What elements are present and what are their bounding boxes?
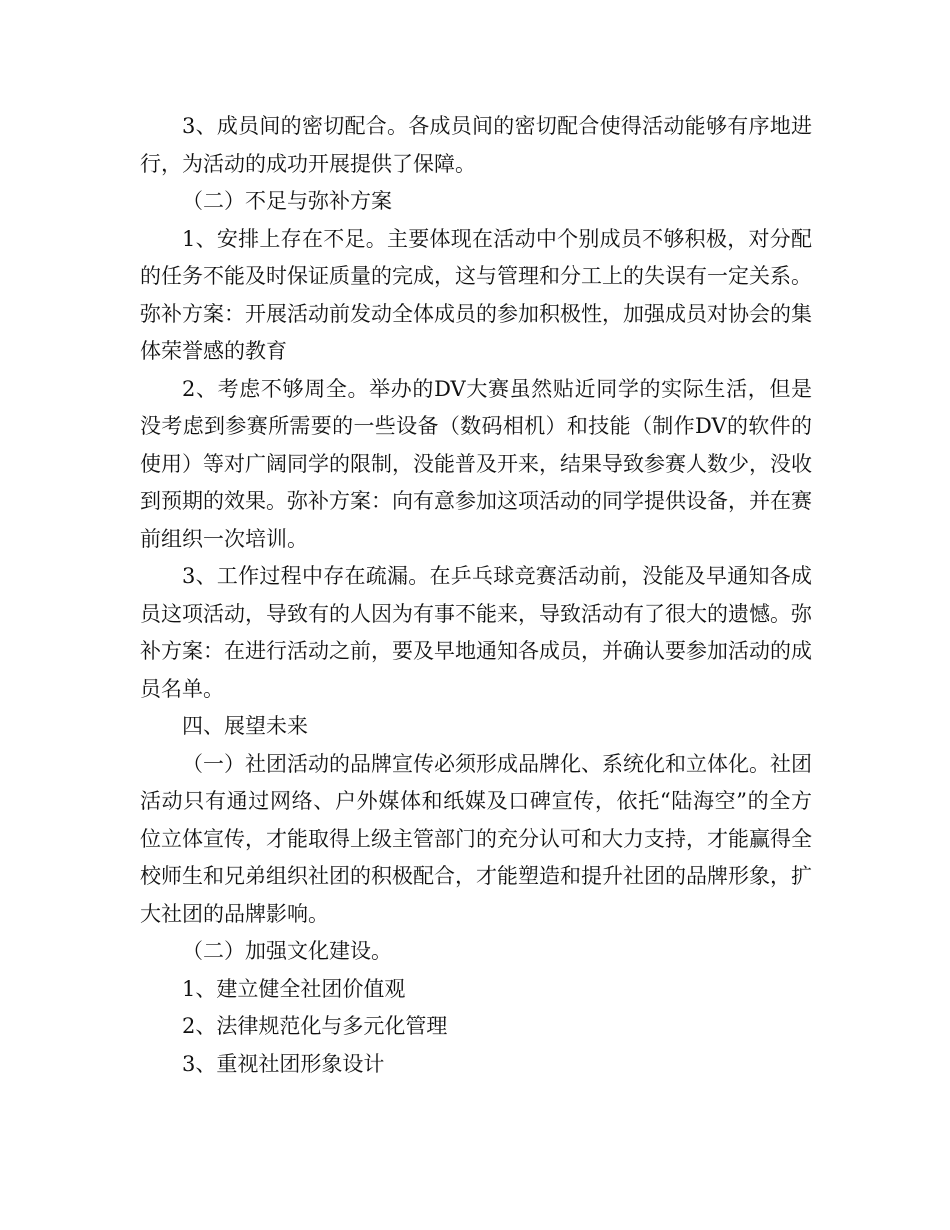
document-page	[140, 108, 812, 1083]
list-item-values: 1、建立健全社团价值观	[182, 976, 406, 1001]
section-heading-culture: （二）加强文化建设。	[182, 939, 392, 963]
section-heading-outlook: 四、展望未来	[182, 714, 308, 738]
paragraph-brand-promotion: （一）社团活动的品牌宣传必须形成品牌化、系统化和立体化。社团活动只有通过网络、户外媒体和纸媒及口碑宣传，依托“陆海空”的全方位立体宣传，才能取得上级主管部门的充分认可和大力支持，才能赢得全校师生和兄弟组织社团的积极配合，才能塑造和提升社团的品牌形象，扩大社团的品牌影响。	[140, 751, 812, 926]
paragraph-arrangement: 1、安排上存在不足。主要体现在活动中个别成员不够积极，对分配的任务不能及时保证质量的完成，这与管理和分工上的失误有一定关系。弥补方案：开展活动前发动全体成员的参加积极性，加强成员对协会的集体荣誉感的教育	[140, 226, 812, 363]
section-heading-shortcomings: （二）不足与弥补方案	[182, 189, 392, 213]
paragraph-cooperation: 3、成员间的密切配合。各成员间的密切配合使得活动能够有序地进行，为活动的成功开展提供了保障。	[140, 114, 812, 176]
list-item-management: 2、法律规范化与多元化管理	[182, 1014, 448, 1038]
paragraph-oversight: 3、工作过程中存在疏漏。在乒乓球竞赛活动前，没能及早通知各成员这项活动，导致有的人因为有事不能来，导致活动有了很大的遗憾。弥补方案：在进行活动之前，要及早地通知各成员，并确认要参加活动的成员名单。	[140, 564, 812, 701]
list-item-image-design: 3、重视社团形象设计	[182, 1051, 385, 1076]
paragraph-consideration: 2、考虑不够周全。举办的DV大赛虽然贴近同学的实际生活，但是没考虑到参赛所需要的一些设备（数码相机）和技能（制作DV的软件的使用）等对广阔同学的限制，没能普及开来，结果导致参赛人数少，没收到预期的效果。弥补方案：向有意参加这项活动的同学提供设备，并在赛前组织一次培训。	[140, 376, 812, 551]
